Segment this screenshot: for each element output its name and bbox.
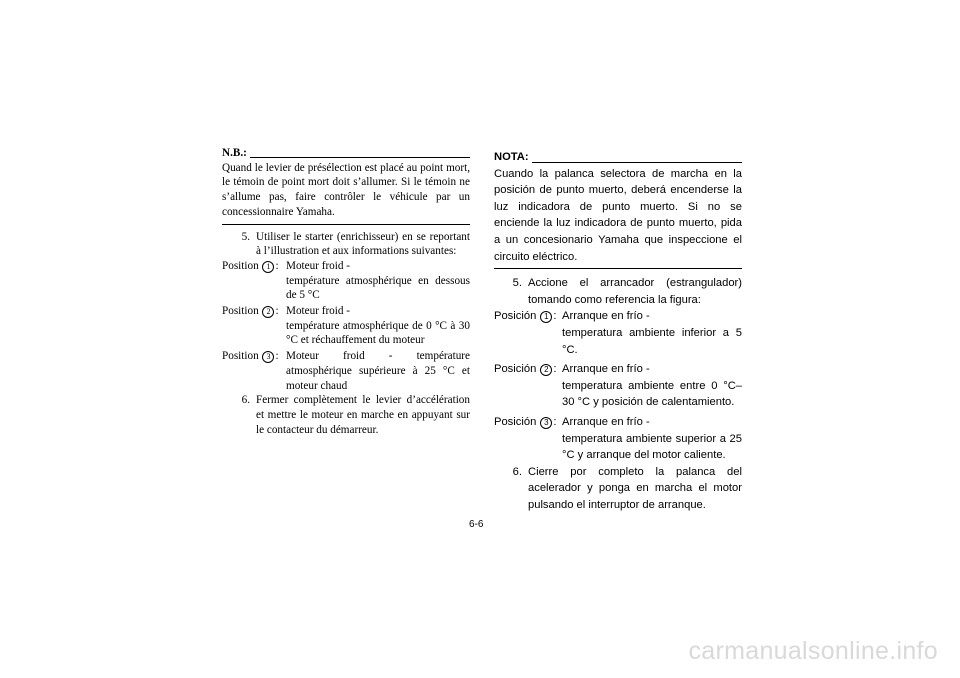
- page-number: 6-6: [469, 519, 484, 530]
- step-5: [222, 230, 470, 259]
- position-2: [222, 304, 470, 348]
- position-label: Position 2 :: [222, 305, 279, 318]
- circled-number-icon: 1: [262, 261, 274, 273]
- note-label: N.B.:: [222, 147, 247, 159]
- position-description: Moteur froid - température atmosphérique en dessous de 5 °C: [286, 259, 470, 302]
- position-3: [222, 349, 470, 393]
- step-number: 5.: [241, 230, 250, 243]
- note-rule: [250, 157, 470, 158]
- note-header: [222, 146, 470, 161]
- circled-number-icon: 1: [540, 311, 552, 323]
- position-description: Moteur froid - température atmosphérique supérieure à 25 °C et moteur chaud: [286, 350, 470, 392]
- step-text: Utiliser le starter (enrichisseur) en se reportant à l’illustration et aux informations suivantes:: [256, 230, 470, 258]
- step-number: 6.: [241, 394, 250, 407]
- french-column: [222, 146, 470, 437]
- position-1: [494, 308, 742, 358]
- step-text: Fermer complètement le levier d’accélération et mettre le moteur en marche en appuyant sur le contacteur du démarreur.: [256, 394, 470, 436]
- position-description: Arranque en frío - temperatura ambiente superior a 25 °C y arranque del motor caliente.: [562, 415, 742, 462]
- watermark: carmanualsonline.info: [688, 637, 938, 665]
- note-divider: [222, 224, 470, 225]
- step-number: 6.: [512, 465, 522, 478]
- step-number: 5.: [512, 277, 522, 290]
- note-rule: [532, 162, 742, 163]
- position-2: [494, 361, 742, 411]
- note-label: NOTA:: [494, 151, 529, 163]
- circled-number-icon: 3: [540, 417, 552, 429]
- position-label: Posición 1 :: [494, 310, 557, 323]
- step-text: Accione el arrancador (estrangulador) tomando como referencia la figura:: [528, 277, 742, 306]
- position-label: Position 3 :: [222, 350, 279, 363]
- position-description: Moteur froid - température atmosphérique de 0 °C à 30 °C et réchauffement du moteur: [286, 305, 470, 347]
- note-text: Cuando la palanca selectora de marcha en la posición de punto muerto, deberá encenderse la luz indicadora de punto muerto. Si no se enciende la luz indicadora de punto muerto, pida a un concesionario Yamaha que inspeccione el circuito eléctrico.: [494, 167, 742, 263]
- position-description: Arranque en frío - temperatura ambiente entre 0 °C–30 °C y posición de calentamiento.: [562, 363, 742, 409]
- step-text: Cierre por completo la palanca del acelerador y ponga en marcha el motor pulsando el interruptor de arranque.: [528, 465, 742, 511]
- step-6: [222, 393, 470, 437]
- step-6: [494, 464, 742, 514]
- note-header: [494, 149, 742, 166]
- circled-number-icon: 3: [262, 351, 274, 363]
- position-label: Posición 2 :: [494, 363, 557, 376]
- position-1: [222, 259, 470, 303]
- position-description: Arranque en frío - temperatura ambiente inferior a 5 °C.: [562, 310, 742, 356]
- note-text: Quand le levier de présélection est placé au point mort, le témoin de point mort doit s’allumer. Si le témoin ne s’allume pas, faire contrôler le véhicule par un concessionnaire Yamaha.: [222, 161, 470, 218]
- circled-number-icon: 2: [262, 306, 274, 318]
- note-divider: [494, 268, 742, 269]
- step-5: [494, 275, 742, 308]
- position-label: Position 1 :: [222, 259, 279, 272]
- spanish-column: [494, 146, 742, 513]
- position-label: Posición 3 :: [494, 415, 557, 428]
- circled-number-icon: 2: [540, 364, 552, 376]
- position-3: [494, 414, 742, 464]
